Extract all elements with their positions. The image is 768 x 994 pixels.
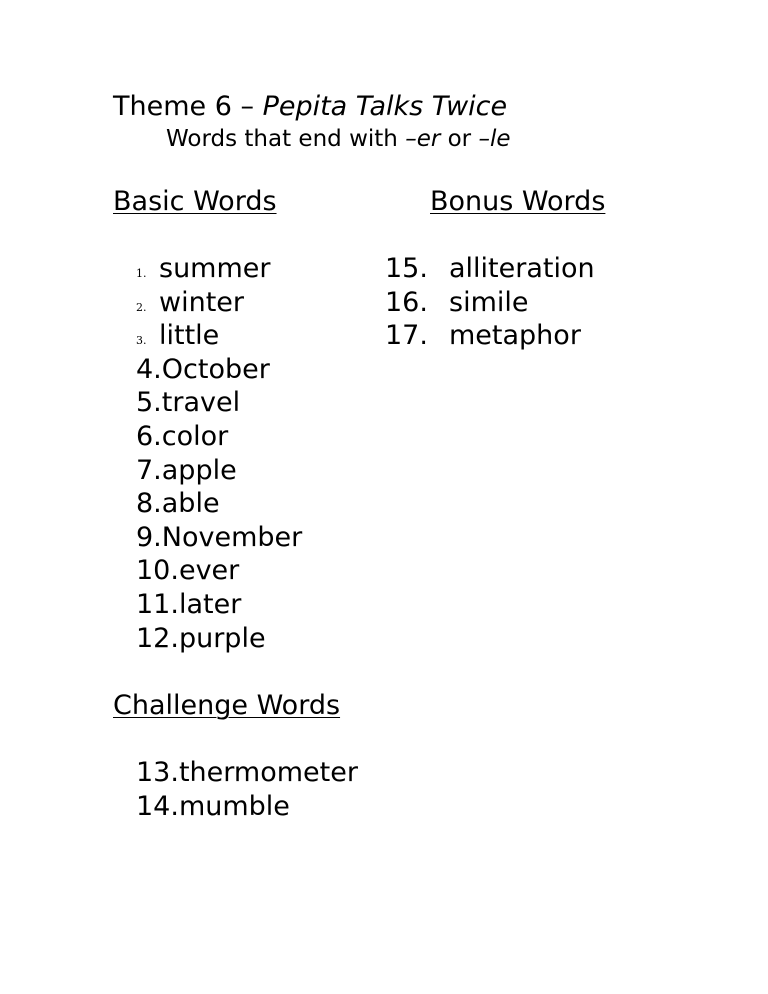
item-word: thermometer: [178, 757, 358, 788]
page-subtitle: [166, 124, 511, 154]
item-word: later: [178, 588, 242, 620]
item-word: November: [161, 521, 303, 553]
item-word: purple: [178, 622, 266, 654]
item-number: 7.: [136, 454, 162, 486]
bonus-words-list: [385, 252, 595, 353]
list-item: [136, 521, 302, 555]
list-item: [136, 622, 302, 656]
list-item: [136, 420, 302, 454]
item-word: little: [159, 320, 220, 352]
item-word: summer: [159, 253, 271, 284]
list-item: [136, 487, 302, 521]
item-word: travel: [161, 387, 241, 419]
basic-words-list: [136, 252, 302, 655]
title-italic: Pepita Talks Twice: [262, 91, 508, 122]
item-number: 5.: [136, 387, 162, 419]
list-item: [136, 554, 302, 588]
item-number: 1.: [136, 267, 147, 280]
list-item: [136, 790, 358, 824]
subtitle-text-2: or: [440, 126, 479, 152]
list-item: [136, 386, 302, 420]
list-item: [136, 588, 302, 622]
item-word: winter: [159, 286, 244, 318]
item-number: 9.: [136, 521, 162, 553]
basic-words-heading: Basic Words: [113, 186, 277, 217]
title-prefix: Theme 6 –: [113, 91, 263, 122]
item-number: 15.: [385, 253, 428, 284]
item-word: October: [161, 353, 270, 385]
item-number: 4.: [136, 353, 162, 385]
list-item: [385, 286, 595, 320]
list-item: [136, 454, 302, 488]
challenge-words-list: [136, 756, 358, 823]
item-word: mumble: [178, 790, 290, 822]
item-word: apple: [161, 454, 237, 486]
list-item: [136, 319, 302, 353]
item-word: color: [161, 420, 229, 452]
item-number: 12.: [136, 622, 179, 654]
list-item: [136, 252, 302, 286]
item-word: simile: [449, 286, 529, 318]
item-word: ever: [178, 555, 240, 587]
list-item: [385, 252, 595, 286]
subtitle-suffix-le: –le: [478, 126, 511, 152]
item-number: 3.: [136, 334, 147, 348]
bonus-words-heading: Bonus Words: [430, 186, 606, 217]
subtitle-suffix-er: –er: [405, 126, 441, 152]
item-number: 13.: [136, 757, 179, 788]
list-item: [385, 319, 595, 353]
page-title: [113, 90, 507, 124]
list-item: [136, 353, 302, 387]
item-word: metaphor: [449, 320, 581, 352]
item-number: 8.: [136, 488, 162, 520]
item-word: able: [161, 488, 220, 520]
item-number: 11.: [136, 588, 179, 620]
list-item: [136, 286, 302, 320]
item-number: 14.: [136, 790, 179, 822]
item-word: alliteration: [449, 253, 595, 284]
subtitle-text-1: Words that end with: [166, 126, 406, 152]
list-item: [136, 756, 358, 790]
item-number: 17.: [385, 320, 428, 352]
item-number: 6.: [136, 420, 162, 452]
challenge-words-heading: Challenge Words: [113, 690, 341, 721]
item-number: 10.: [136, 555, 179, 587]
item-number: 2.: [136, 300, 147, 314]
item-number: 16.: [385, 286, 428, 318]
